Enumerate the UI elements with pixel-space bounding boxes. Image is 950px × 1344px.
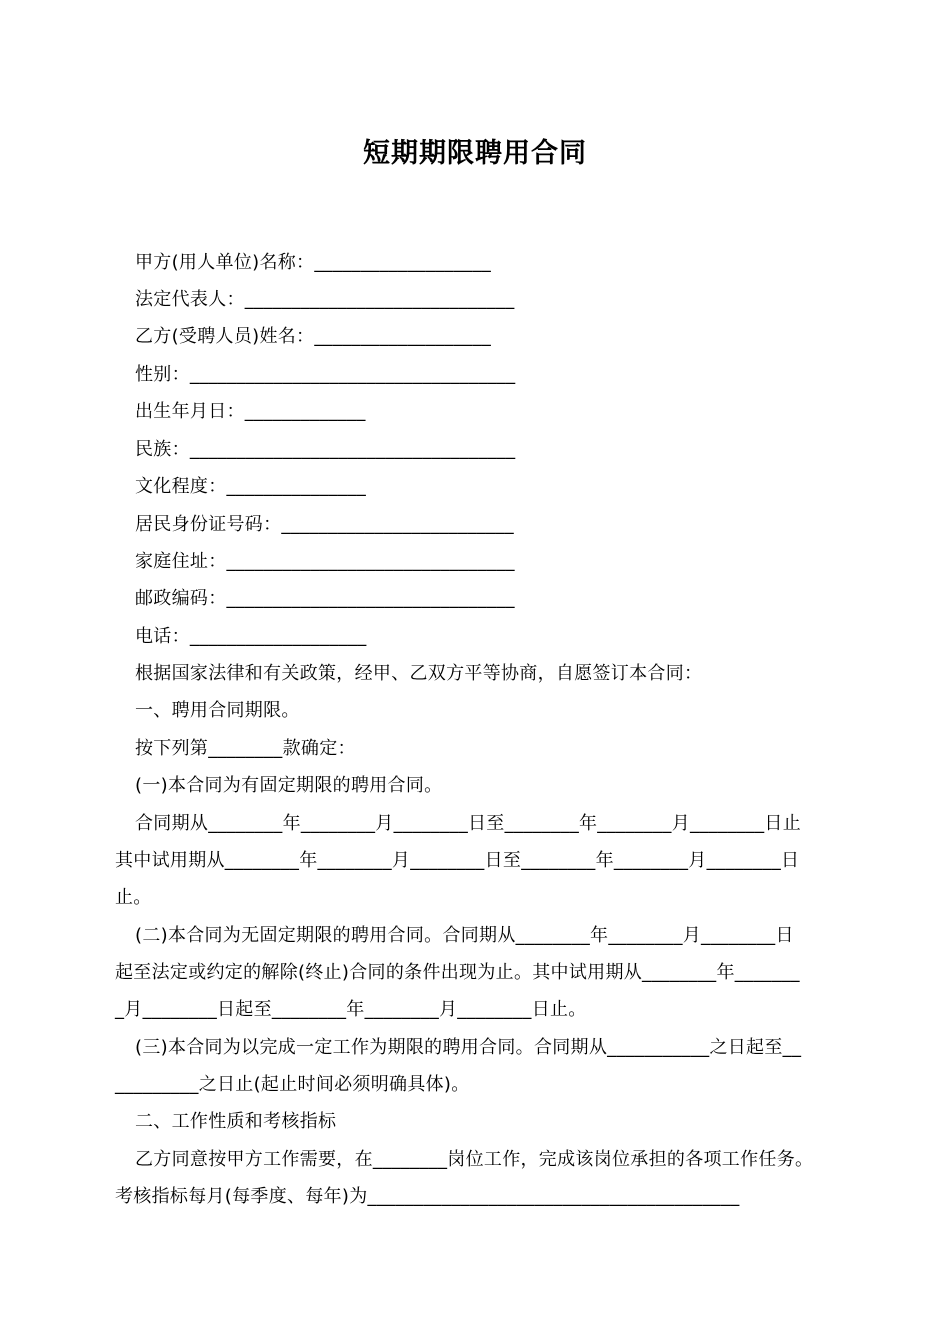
clause-3-line-1: (三)本合同为以完成一定工作为期限的聘用合同。合同期从___________之日起至__: [135, 1037, 802, 1058]
birth-date-line: 出生年月日：_____________: [135, 401, 366, 422]
id-number-line: 居民身份证号码：_________________________: [135, 514, 514, 535]
phone-line: 电话：___________________: [135, 626, 367, 647]
education-line: 文化程度：_______________: [135, 476, 366, 497]
clause-2-line-2: 起至法定或约定的解除(终止)合同的条件出现为止。其中试用期从________年_______: [115, 962, 800, 983]
clause-choice-line: 按下列第________款确定：: [135, 738, 356, 759]
ethnicity-line: 民族：___________________________________: [135, 439, 516, 460]
clause-2-line-1: (二)本合同为无固定期限的聘用合同。合同期从________年________月________日: [135, 925, 794, 946]
assessment-indicator-line: 考核指标每月(每季度、每年)为________________________________________: [115, 1186, 740, 1207]
gender-line: 性别：___________________________________: [135, 364, 516, 385]
document-title: 短期期限聘用合同: [363, 138, 587, 169]
clause-1-line: (一)本合同为有固定期限的聘用合同。: [135, 775, 443, 796]
clause-2-line-3: _月________日起至________年________月________日止。: [115, 999, 587, 1020]
section-2-heading: 二、工作性质和考核指标: [135, 1111, 337, 1132]
legal-representative-line: 法定代表人：_____________________________: [135, 289, 515, 310]
probation-period-end-line: 止。: [115, 887, 152, 908]
party-b-name-line: 乙方(受聘人员)姓名：___________________: [135, 326, 492, 347]
party-a-name-line: 甲方(用人单位)名称：___________________: [135, 252, 492, 273]
clause-3-line-2: _________之日止(起止时间必须明确具体)。: [115, 1074, 470, 1095]
preamble-line: 根据国家法律和有关政策，经甲、乙双方平等协商，自愿签订本合同：: [135, 663, 703, 684]
probation-period-line: 其中试用期从________年________月________日至________年________月________日: [115, 850, 800, 871]
contract-period-line: 合同期从________年________月________日至________年________月________日止: [135, 813, 801, 834]
section-1-heading: 一、聘用合同期限。: [135, 700, 300, 721]
home-address-line: 家庭住址：_______________________________: [135, 551, 515, 572]
postal-code-line: 邮政编码：_______________________________: [135, 588, 515, 609]
work-position-line: 乙方同意按甲方工作需要，在________岗位工作，完成该岗位承担的各项工作任务。: [135, 1149, 814, 1170]
